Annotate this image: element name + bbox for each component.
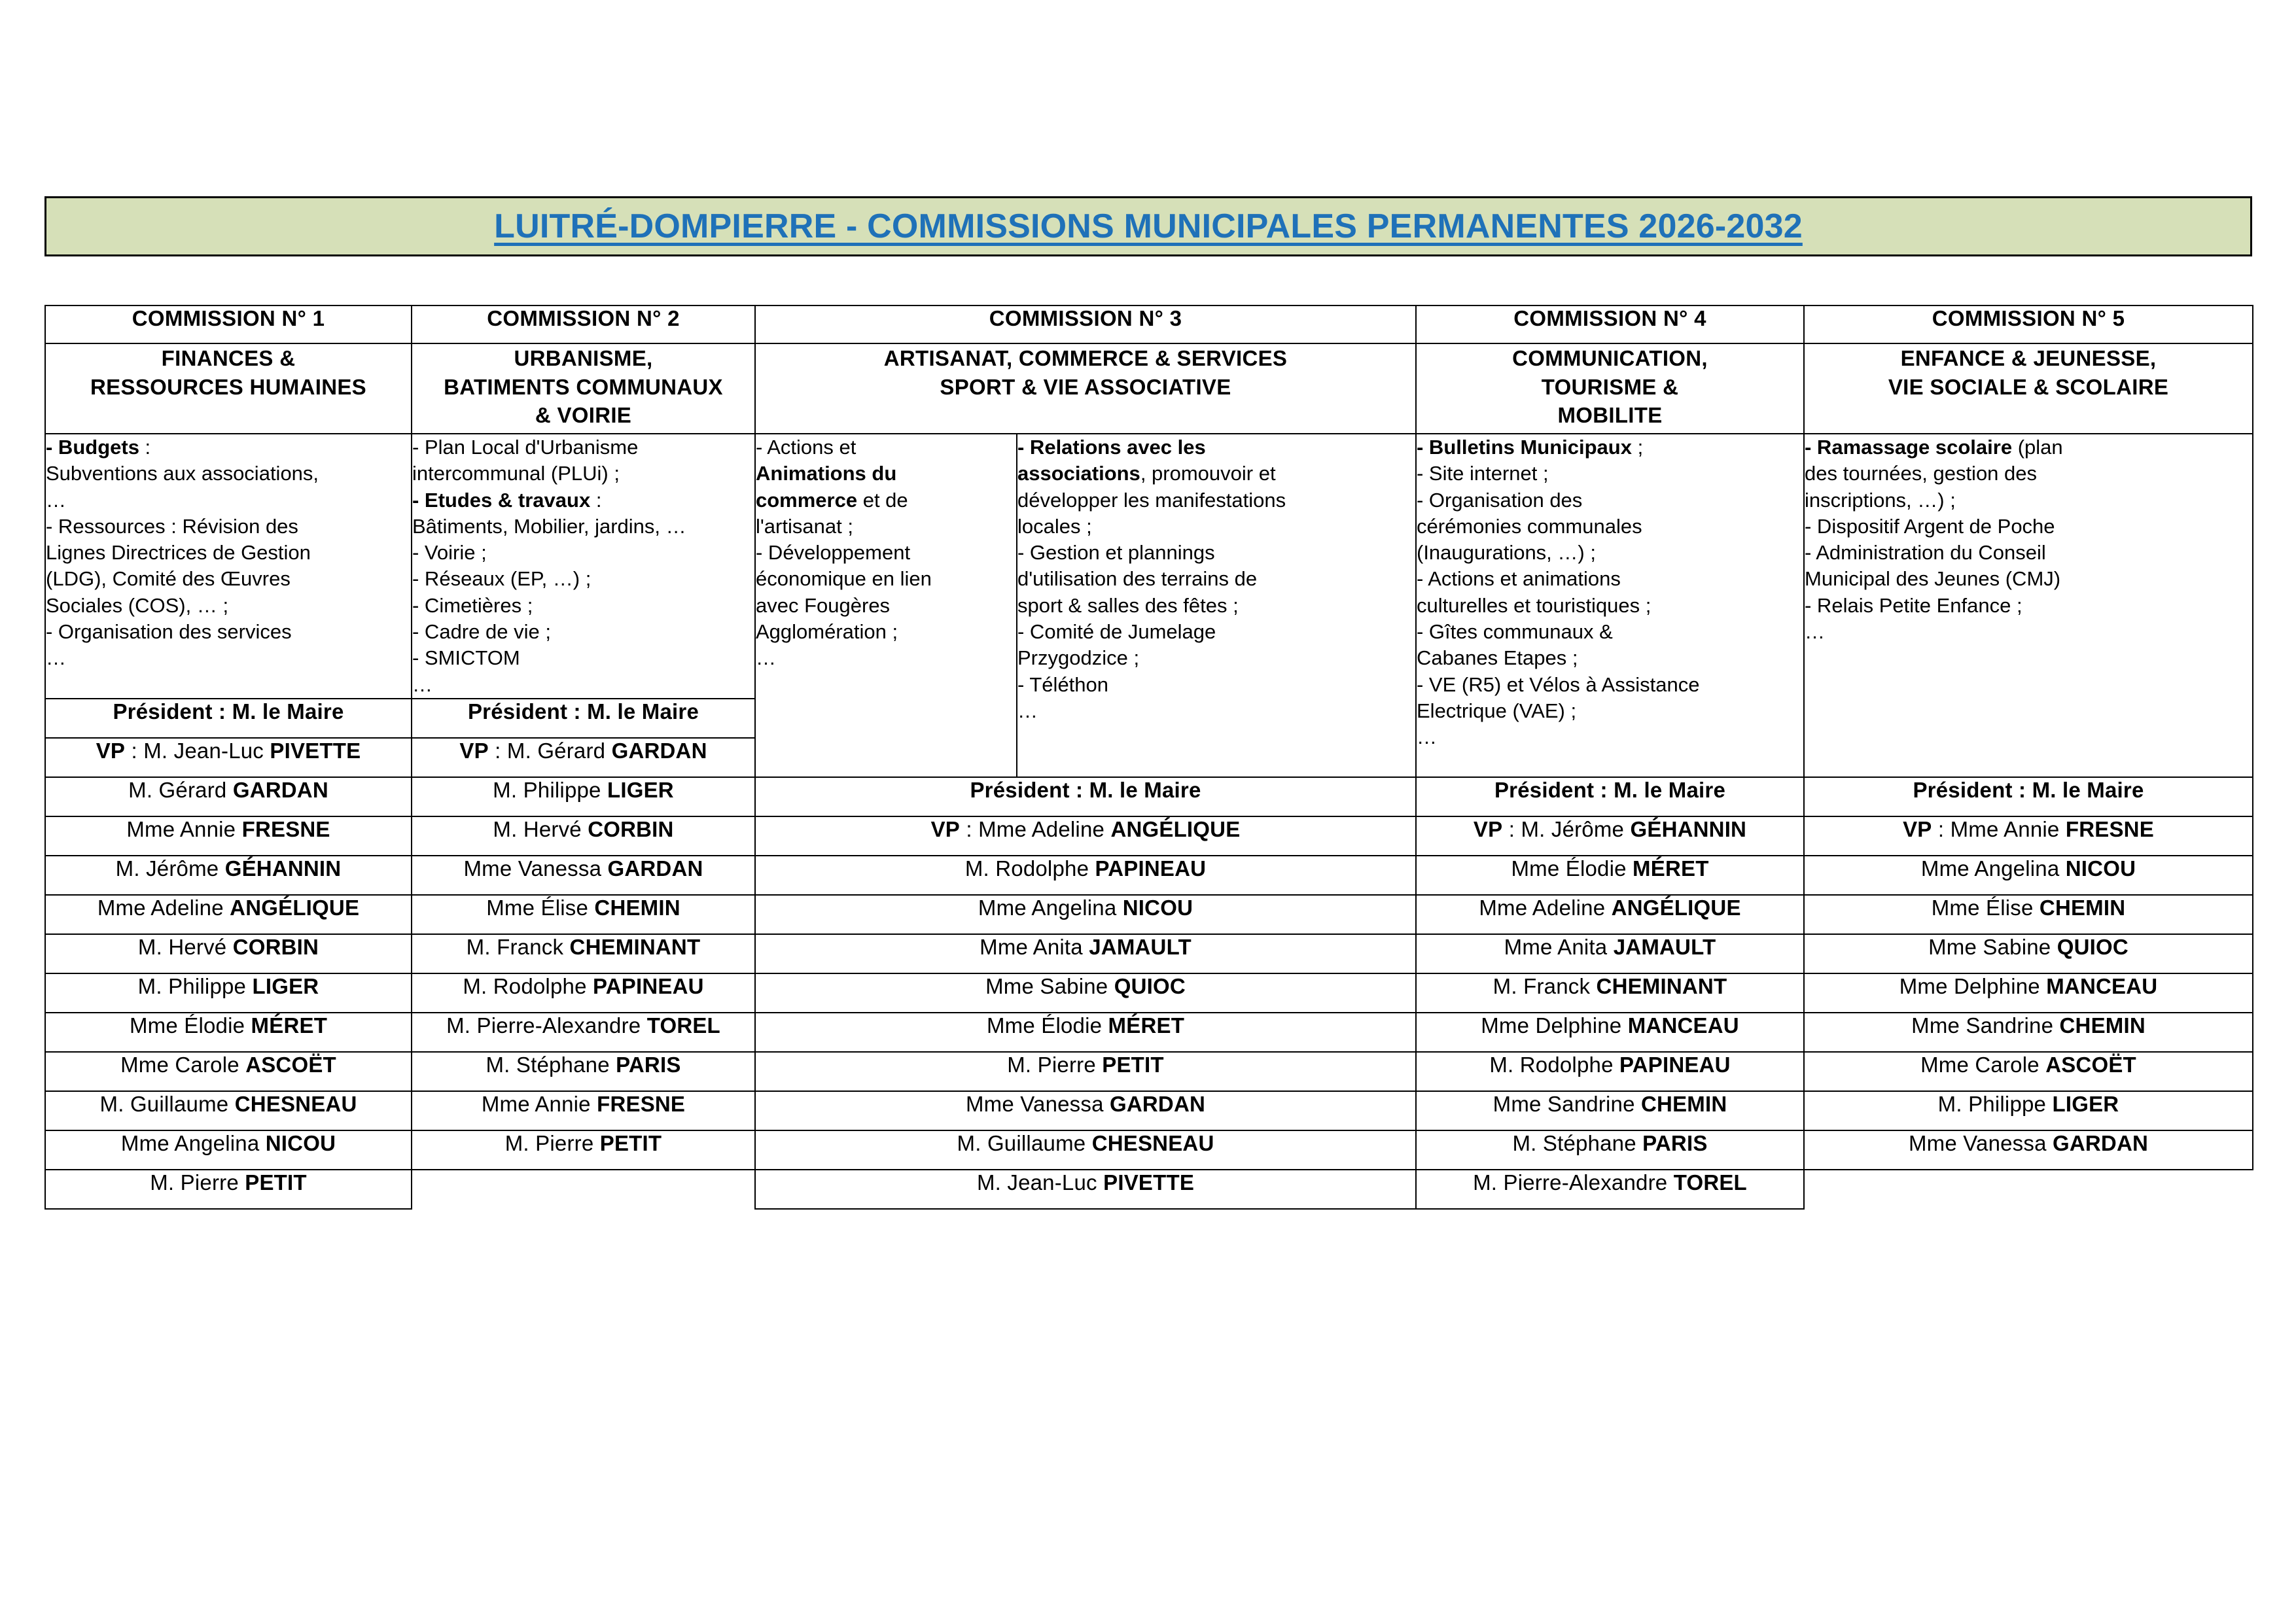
member-5-5: Mme Carole ASCOËT — [1804, 1052, 2253, 1091]
member-1-9: Mme Angelina NICOU — [45, 1130, 412, 1170]
vp-2: VP : M. Gérard GARDAN — [412, 738, 755, 777]
description-line: l'artisanat ; — [756, 514, 853, 538]
family-name: NICOU — [265, 1130, 336, 1155]
president-3: Président : M. le Maire — [755, 777, 1416, 816]
member-row — [45, 856, 2253, 895]
family-name: PETIT — [245, 1170, 307, 1195]
family-name: MÉRET — [1633, 856, 1709, 881]
commission-name-line: ARTISANAT, COMMERCE & SERVICES — [883, 346, 1288, 370]
family-name: PARIS — [616, 1052, 681, 1077]
member-row — [45, 973, 2253, 1013]
description-line: - Bulletins Municipaux ; — [1417, 436, 1644, 459]
description-line: - Budgets : — [46, 436, 151, 459]
family-name: GARDAN — [607, 856, 703, 881]
commission-number-5: COMMISSION N° 5 — [1804, 305, 2253, 343]
member-1-5: M. Philippe LIGER — [45, 973, 412, 1013]
president-4: Président : M. le Maire — [1416, 777, 1804, 816]
member-5-3: Mme Delphine MANCEAU — [1804, 973, 2253, 1013]
description-3-left — [755, 434, 1017, 777]
family-name: PAPINEAU — [593, 973, 704, 998]
family-name: MÉRET — [1108, 1013, 1185, 1038]
description-line: - Plan Local d'Urbanisme — [412, 436, 639, 459]
description-line: avec Fougères — [756, 593, 891, 617]
vp-label: VP — [96, 738, 126, 763]
member-1-8: M. Guillaume CHESNEAU — [45, 1091, 412, 1130]
commission-number-4: COMMISSION N° 4 — [1416, 305, 1804, 343]
description-5 — [1804, 434, 2253, 777]
family-name: PAPINEAU — [1619, 1052, 1731, 1077]
description-3-right — [1017, 434, 1416, 777]
family-name: CHEMIN — [2039, 895, 2126, 920]
member-2-9: M. Pierre PETIT — [412, 1130, 755, 1170]
family-name: CHEMIN — [1641, 1091, 1727, 1116]
commission-name-4 — [1416, 343, 1804, 434]
family-name: QUIOC — [1114, 973, 1186, 998]
member-3-0: M. Rodolphe PAPINEAU — [755, 856, 1416, 895]
description-1 — [45, 434, 412, 699]
family-name: QUIOC — [2057, 934, 2128, 959]
member-4-6: Mme Sandrine CHEMIN — [1416, 1091, 1804, 1130]
family-name: PARIS — [1642, 1130, 1708, 1155]
description-line: développer les manifestations — [1017, 488, 1286, 512]
family-name: CHEMINANT — [569, 934, 701, 959]
description-line: inscriptions, …) ; — [1805, 488, 1956, 512]
member-1-7: Mme Carole ASCOËT — [45, 1052, 412, 1091]
family-name: CHEMIN — [594, 895, 680, 920]
description-line: - Gestion et plannings — [1017, 541, 1215, 565]
description-line: intercommunal (PLUi) ; — [412, 462, 620, 485]
family-name: NICOU — [1122, 895, 1193, 920]
description-line: … — [756, 646, 776, 670]
family-name: CHEMIN — [2059, 1013, 2146, 1038]
description-line: - Organisation des services — [46, 620, 292, 644]
description-line: d'utilisation des terrains de — [1017, 567, 1258, 591]
member-row — [45, 1013, 2253, 1052]
family-name: ANGÉLIQUE — [1110, 816, 1241, 841]
description-line: - SMICTOM — [412, 646, 520, 670]
commission-name-line: VIE SOCIALE & SCOLAIRE — [1888, 374, 2169, 399]
family-name: GARDAN — [1110, 1091, 1206, 1116]
description-line: … — [1805, 620, 1825, 644]
description-line: - Cadre de vie ; — [412, 620, 551, 644]
family-name: ANGÉLIQUE — [230, 895, 360, 920]
member-5-2: Mme Sabine QUIOC — [1804, 934, 2253, 973]
member-2-2: Mme Vanessa GARDAN — [412, 856, 755, 895]
description-line: - Voirie ; — [412, 541, 487, 565]
member-and-vp-row — [45, 816, 2253, 856]
member-5-0: Mme Angelina NICOU — [1804, 856, 2253, 895]
description-line: Sociales (COS), … ; — [46, 593, 229, 617]
member-3-2: Mme Anita JAMAULT — [755, 934, 1416, 973]
member-4-0: Mme Élodie MÉRET — [1416, 856, 1804, 895]
member-4-7: M. Stéphane PARIS — [1416, 1130, 1804, 1170]
member-4-5: M. Rodolphe PAPINEAU — [1416, 1052, 1804, 1091]
description-line: économique en lien — [756, 567, 932, 591]
description-line: - Téléthon — [1017, 672, 1109, 696]
family-name: FRESNE — [241, 816, 330, 841]
header-number-row — [45, 305, 2253, 343]
description-line: Electrique (VAE) ; — [1417, 699, 1577, 722]
description-line: - Réseaux (EP, …) ; — [412, 567, 592, 591]
member-1-10: M. Pierre PETIT — [45, 1170, 412, 1209]
family-name: LIGER — [2052, 1091, 2119, 1116]
vp-4: VP : M. Jérôme GÉHANNIN — [1416, 816, 1804, 856]
vp-label: VP — [930, 816, 960, 841]
member-2-6: M. Pierre-Alexandre TOREL — [412, 1013, 755, 1052]
member-2-1: M. Hervé CORBIN — [412, 816, 755, 856]
commission-name-line: RESSOURCES HUMAINES — [90, 374, 366, 399]
member-row — [45, 934, 2253, 973]
family-name: FRESNE — [597, 1091, 686, 1116]
member-4-1: Mme Adeline ANGÉLIQUE — [1416, 895, 1804, 934]
member-5-1: Mme Élise CHEMIN — [1804, 895, 2253, 934]
family-name: TOREL — [646, 1013, 720, 1038]
family-name: MANCEAU — [2046, 973, 2158, 998]
commission-name-5 — [1804, 343, 2253, 434]
member-1-1: Mme Annie FRESNE — [45, 816, 412, 856]
member-1-6: Mme Élodie MÉRET — [45, 1013, 412, 1052]
family-name: GARDAN — [611, 738, 707, 763]
page-title: LUITRÉ-DOMPIERRE - COMMISSIONS MUNICIPALES PERMANENTES 2026-2032 — [494, 207, 1803, 245]
description-line: Lignes Directrices de Gestion — [46, 541, 311, 565]
member-4-4: Mme Delphine MANCEAU — [1416, 1013, 1804, 1052]
description-line: locales ; — [1017, 514, 1092, 538]
description-line: … — [46, 646, 66, 670]
member-row — [45, 1052, 2253, 1091]
description-line: - Relations avec les — [1017, 436, 1206, 459]
family-name: NICOU — [2065, 856, 2136, 881]
member-2-8: Mme Annie FRESNE — [412, 1091, 755, 1130]
member-4-2: Mme Anita JAMAULT — [1416, 934, 1804, 973]
member-1-4: M. Hervé CORBIN — [45, 934, 412, 973]
family-name: ASCOËT — [245, 1052, 336, 1077]
description-line: - Organisation des — [1417, 488, 1583, 512]
family-name: CHESNEAU — [234, 1091, 357, 1116]
member-5-4: Mme Sandrine CHEMIN — [1804, 1013, 2253, 1052]
description-line: - Ramassage scolaire (plan — [1805, 436, 2063, 459]
commission-name-line: ENFANCE & JEUNESSE, — [1900, 346, 2157, 370]
description-line: - Actions et — [756, 436, 857, 459]
description-line: (LDG), Comité des Œuvres — [46, 567, 291, 591]
member-3-4: Mme Élodie MÉRET — [755, 1013, 1416, 1052]
description-line: - Gîtes communaux & — [1417, 620, 1613, 644]
commission-number-3: COMMISSION N° 3 — [755, 305, 1416, 343]
commission-name-2 — [412, 343, 755, 434]
member-4-8: M. Pierre-Alexandre TOREL — [1416, 1170, 1804, 1209]
member-1-3: Mme Adeline ANGÉLIQUE — [45, 895, 412, 934]
commission-name-line: URBANISME, — [514, 346, 653, 370]
president-2: Président : M. le Maire — [412, 699, 755, 738]
description-line: Municipal des Jeunes (CMJ) — [1805, 567, 2061, 591]
family-name: PIVETTE — [1103, 1170, 1195, 1195]
member-3-1: Mme Angelina NICOU — [755, 895, 1416, 934]
description-2 — [412, 434, 755, 699]
member-2-5: M. Rodolphe PAPINEAU — [412, 973, 755, 1013]
description-line: associations, promouvoir et — [1017, 462, 1276, 485]
description-line: - Administration du Conseil — [1805, 541, 2046, 565]
commission-number-1: COMMISSION N° 1 — [45, 305, 412, 343]
family-name: PETIT — [1102, 1052, 1164, 1077]
member-5-6: M. Philippe LIGER — [1804, 1091, 2253, 1130]
commission-name-line: & VOIRIE — [535, 403, 632, 428]
description-line: - Dispositif Argent de Poche — [1805, 514, 2055, 538]
member-5-7: Mme Vanessa GARDAN — [1804, 1130, 2253, 1170]
family-name: GARDAN — [2053, 1130, 2149, 1155]
family-name: GARDAN — [232, 777, 328, 802]
description-line: des tournées, gestion des — [1805, 462, 2038, 485]
member-3-5: M. Pierre PETIT — [755, 1052, 1416, 1091]
member-4-3: M. Franck CHEMINANT — [1416, 973, 1804, 1013]
description-line: sport & salles des fêtes ; — [1017, 593, 1239, 617]
family-name: LIGER — [252, 973, 319, 998]
vp-1: VP : M. Jean-Luc PIVETTE — [45, 738, 412, 777]
vp-3: VP : Mme Adeline ANGÉLIQUE — [755, 816, 1416, 856]
family-name: LIGER — [607, 777, 674, 802]
description-line: Subventions aux associations, — [46, 462, 319, 485]
title-banner — [44, 196, 2252, 256]
empty-cell-5 — [1804, 1170, 2253, 1209]
family-name: CHEMINANT — [1596, 973, 1727, 998]
member-2-3: Mme Élise CHEMIN — [412, 895, 755, 934]
description-line: - Actions et animations — [1417, 567, 1621, 591]
description-line: commerce et de — [756, 488, 908, 512]
member-3-8: M. Jean-Luc PIVETTE — [755, 1170, 1416, 1209]
family-name: JAMAULT — [1613, 934, 1716, 959]
description-line: Cabanes Etapes ; — [1417, 646, 1578, 670]
family-name: CORBIN — [232, 934, 319, 959]
member-row — [45, 1130, 2253, 1170]
family-name: PAPINEAU — [1095, 856, 1207, 881]
description-line: Animations du — [756, 462, 897, 485]
vp-5: VP : Mme Annie FRESNE — [1804, 816, 2253, 856]
member-2-0: M. Philippe LIGER — [412, 777, 755, 816]
family-name: PIVETTE — [270, 738, 361, 763]
description-line: cérémonies communales — [1417, 514, 1642, 538]
family-name: GÉHANNIN — [224, 856, 342, 881]
description-line: - Site internet ; — [1417, 462, 1549, 485]
member-row — [45, 1170, 2253, 1209]
vp-label: VP — [1903, 816, 1932, 841]
member-3-3: Mme Sabine QUIOC — [755, 973, 1416, 1013]
description-line: - Comité de Jumelage — [1017, 620, 1216, 644]
commissions-table — [44, 305, 2253, 1210]
member-and-president-row — [45, 777, 2253, 816]
description-line: (Inaugurations, …) ; — [1417, 541, 1596, 565]
commission-name-line: MOBILITE — [1557, 403, 1663, 428]
description-line: … — [1417, 725, 1437, 749]
commission-number-2: COMMISSION N° 2 — [412, 305, 755, 343]
president-5: Président : M. le Maire — [1804, 777, 2253, 816]
empty-cell-2 — [412, 1170, 755, 1209]
vp-label: VP — [459, 738, 489, 763]
family-name: MÉRET — [251, 1013, 328, 1038]
family-name: GÉHANNIN — [1630, 816, 1747, 841]
family-name: PETIT — [599, 1130, 662, 1155]
family-name: ANGÉLIQUE — [1611, 895, 1741, 920]
president-1: Président : M. le Maire — [45, 699, 412, 738]
family-name: TOREL — [1673, 1170, 1747, 1195]
member-3-7: M. Guillaume CHESNEAU — [755, 1130, 1416, 1170]
commission-name-line: COMMUNICATION, — [1512, 346, 1708, 370]
commission-name-line: BATIMENTS COMMUNAUX — [444, 374, 723, 399]
member-3-6: Mme Vanessa GARDAN — [755, 1091, 1416, 1130]
family-name: MANCEAU — [1627, 1013, 1739, 1038]
description-line: - Ressources : Révision des — [46, 514, 298, 538]
description-line: - VE (R5) et Vélos à Assistance — [1417, 672, 1700, 696]
member-1-2: M. Jérôme GÉHANNIN — [45, 856, 412, 895]
member-row — [45, 1091, 2253, 1130]
header-name-row — [45, 343, 2253, 434]
family-name: CORBIN — [588, 816, 674, 841]
commission-name-line: FINANCES & — [161, 346, 296, 370]
member-row — [45, 895, 2253, 934]
commission-name-line: SPORT & VIE ASSOCIATIVE — [940, 374, 1231, 399]
commission-name-1 — [45, 343, 412, 434]
description-line: - Cimetières ; — [412, 593, 533, 617]
family-name: ASCOËT — [2045, 1052, 2136, 1077]
family-name: FRESNE — [2065, 816, 2154, 841]
description-line: … — [412, 672, 433, 696]
description-line: - Développement — [756, 541, 911, 565]
description-line: - Etudes & travaux : — [412, 488, 602, 512]
description-line: Przygodzice ; — [1017, 646, 1140, 670]
family-name: JAMAULT — [1089, 934, 1192, 959]
family-name: CHESNEAU — [1091, 1130, 1214, 1155]
description-line: - Relais Petite Enfance ; — [1805, 593, 2022, 617]
description-line: … — [46, 488, 66, 512]
commission-name-line: TOURISME & — [1541, 374, 1679, 399]
description-line: Agglomération ; — [756, 620, 898, 644]
member-2-4: M. Franck CHEMINANT — [412, 934, 755, 973]
vp-label: VP — [1473, 816, 1503, 841]
description-line: Bâtiments, Mobilier, jardins, … — [412, 514, 686, 538]
description-line: … — [1017, 699, 1038, 722]
member-2-7: M. Stéphane PARIS — [412, 1052, 755, 1091]
description-4 — [1416, 434, 1804, 777]
description-line: culturelles et touristiques ; — [1417, 593, 1651, 617]
commission-name-3 — [755, 343, 1416, 434]
member-1-0: M. Gérard GARDAN — [45, 777, 412, 816]
description-row — [45, 434, 2253, 699]
